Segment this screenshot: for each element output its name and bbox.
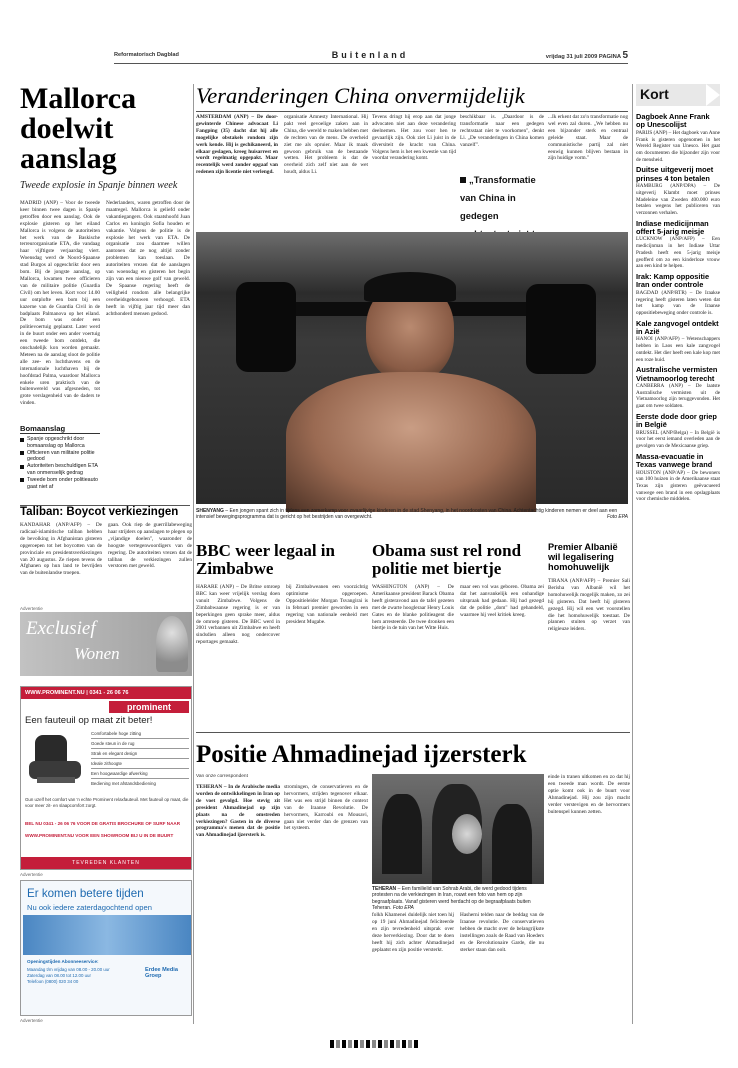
mallorca-col1 bbox=[20, 200, 100, 424]
hours-line: Telefoon (0800) 020 34 00 bbox=[27, 979, 79, 984]
kort-item bbox=[636, 320, 720, 364]
kort-item bbox=[636, 413, 720, 450]
hours-line: Zaterdag van 08.00 tot 12.00 uur bbox=[27, 973, 91, 978]
kort-item-head: Irak: Kamp oppositie Iran onder controle bbox=[636, 271, 710, 290]
bbc-col2 bbox=[286, 584, 368, 728]
erdee-title: Er komen betere tijden bbox=[27, 887, 144, 900]
china-headline: Veranderingen China onvermijdelijk bbox=[196, 83, 525, 108]
ahmadinejad-headline: Positie Ahmadinejad ijzersterk bbox=[196, 741, 527, 768]
bomaanslag-item: Officieren van militaire politie gedood bbox=[20, 450, 100, 464]
bbc-col1 bbox=[196, 584, 280, 728]
bomaanslag-list bbox=[20, 436, 100, 490]
registration-marks bbox=[330, 1040, 420, 1048]
photo-teheran bbox=[372, 774, 544, 884]
kort-item-head: Massa-evacuatie in Texas vanwege brand bbox=[636, 451, 713, 470]
ahmadinejad-body3: folkh Khamenei duidelijk niet toen hij op 19 juni Ahmadinejad feliciteerde en zijn tevredenheid uitsprak over deze herverkiezing. Door dat te doen heeft hij zich achter Ahmadinejad geplaatst en zijn positie versterkt. bbox=[372, 912, 454, 953]
kort-item-head: Duitse uitgeverij moet prinses 4 ton betalen bbox=[636, 165, 714, 183]
ahmadinejad-col2 bbox=[284, 784, 368, 1024]
boy-body bbox=[286, 372, 536, 512]
feature-item: Goede steun in de rug bbox=[91, 739, 189, 749]
weight-plate-right bbox=[526, 284, 596, 374]
flowers bbox=[452, 814, 482, 854]
prominent-brand: prominent bbox=[109, 701, 189, 713]
china-body2: organisatie Amnesty International. Hij pakt veel gevoelige zaken aan in China, die wereld te maken hebben met de rechten van de mens. De overheid ziet me als opruier. Maar ik maak gewoon gebruik van de bestaande wetten. Het probleem is dat de overheid zich zelf niet aan de wet houdt, aldus Li. bbox=[284, 114, 368, 176]
kort-sidebar bbox=[636, 84, 720, 1024]
taliban-headline: Taliban: Boycot verkiezingen bbox=[20, 506, 179, 518]
bbc-body2: bij Zimbabweanen een voorzichtig optimisme opgeroepen. Oppositieleider Morgan Tsvangirai is in februari premier geworden in een regering van nationale eenheid met president Mugabe. bbox=[286, 584, 368, 625]
bomaanslag-item: Autoriteiten beschuldigen ETA van onmenselijk gedrag bbox=[20, 463, 100, 477]
prominent-tagline: Een fauteuil op maat zit beter! bbox=[25, 715, 153, 726]
kort-list bbox=[636, 106, 720, 503]
bbc-headline: BBC weer legaal in Zimbabwe bbox=[196, 541, 335, 578]
china-col5 bbox=[548, 114, 628, 208]
feature-item: Ideale zithoogte bbox=[91, 759, 189, 769]
teheran-credit: Foto EPA bbox=[392, 905, 414, 912]
ahmadinejad-col4 bbox=[460, 912, 544, 1024]
china-col4 bbox=[460, 114, 544, 168]
section-title: Buitenland bbox=[331, 50, 409, 60]
china-col1 bbox=[196, 114, 278, 208]
kort-item-body: PARIJS (ANP) – Het dagboek van Anne Frank is gisteren opgenomen in het Wereld Register van Unesco. Het gaat om documenten die bijzonder zijn voor de mensheid. bbox=[636, 129, 720, 163]
bomaanslag-item: Tweede bom onder politieauto gaat niet af bbox=[20, 477, 100, 491]
page-number: 5 bbox=[622, 50, 628, 61]
kort-item-head: Indiase medicijnman offert 5-jarig meisje bbox=[636, 218, 709, 237]
caption-text: – Een jongen spant zich in tijdens een zomerkamp voor zwaarlijvige kinderen in de stad Shenyang, in het noordoosten van China. Achtentachtig kinderen nemen er deel aan een intensief bewegingsprogramma dat is gericht op het bestrijden van overgewicht. bbox=[196, 508, 618, 521]
kort-item-head: Dagboek Anne Frank op Unescolijst bbox=[636, 112, 710, 130]
kort-item-body: HANOI (ANP/AFP) – Wetenschappers hebben in Laos een kale zangvogel ontdekt. Het dier heeft een kale kop met een roze huid. bbox=[636, 336, 720, 363]
caption-credit: Foto EPA bbox=[606, 514, 628, 521]
ahmadinejad-col1 bbox=[196, 784, 280, 1024]
kort-title: Kort bbox=[640, 86, 669, 102]
ahmadinejad-body5: einde in tranen uitkomen en zo dat hij een tweede man wordt. De eerste optie komt ook in de buurt voor Ahmadinejad. Hij zou zijn macht verder verstevigen en de hervormers buitenspel kunnen zetten. bbox=[548, 774, 630, 815]
prominent-bottom: TEVREDEN KLANTEN bbox=[21, 857, 191, 869]
china-pullquote: „Transformatie van China in gedegen bbox=[460, 174, 536, 221]
photo-caption bbox=[196, 508, 628, 528]
boy-hair bbox=[364, 272, 456, 302]
ad-label-exclusief: Advertentie bbox=[20, 606, 43, 611]
ahmadinejad-col3 bbox=[372, 912, 454, 1024]
kort-item-head: Kale zangvogel ontdekt in Azië bbox=[636, 318, 719, 337]
kort-item-body: BAGDAD (ANP/RTR) – De Iraakse regering heeft gisteren laten weten dat het kamp van de Iraanse oppositiebeweging onder controle is. bbox=[636, 289, 720, 316]
taliban-col2 bbox=[108, 522, 192, 602]
kort-item bbox=[636, 166, 720, 216]
ahmadinejad-byline: Van onze correspondent bbox=[196, 774, 248, 779]
caption-label: SHENYANG bbox=[196, 508, 224, 514]
china-body5: ...Ik erkent dat zo'n transformatie nog wel even zal duren. „We hebben nu een bijzonder sterk en centraal geleide staat. Maar de communistische partij zal niet eeuwig kunnen blijven bestaan in zijn huidige vorm." bbox=[548, 114, 628, 162]
ahmadinejad-body2: stromingen, de conservatieven en de hervormers, strijden tegenover elkaar. Het was een strijd binnen de context van de Iraanse Revolutie. De hervormers, Karroubi en Mousavi, gaan niet verder dan de grenzen van het systeem. bbox=[284, 784, 368, 832]
feature-item: Strak en elegant design bbox=[91, 749, 189, 759]
ad-label-erdee: Advertentie bbox=[20, 1018, 43, 1023]
bbc-body1: HARARE (ANP) – De Britse omroep BBC kan weer vrijelijk verslag doen vanuit Zimbabwe. Volgens de Zimbabwaanse regering is er van beperkingen geen sprake meer, aldus de omroep gisteren. De BBC werd in 2001 verbannen uit Zimbabwe en heeft sindsdien alleen nog ondercover reportages gemaakt. bbox=[196, 584, 280, 646]
prominent-features bbox=[91, 729, 189, 788]
bomaanslag-item: Spanje opgeschrikt door bomaanslag op Mallorca bbox=[20, 436, 100, 450]
kort-item-head: Eerste dode door griep in België bbox=[636, 411, 717, 430]
obama-headline: Obama sust rel rond politie met biertje bbox=[372, 541, 522, 578]
ad-prominent[interactable] bbox=[20, 686, 192, 870]
china-body4: beschikbaar is. „Daardoor is de transformatie naar een gedegen rechtsstaat niet te voorkomen", denkt Li. „De veranderingen in China komen vanzelf". bbox=[460, 114, 544, 148]
taliban-body1: KANDAHAR (ANP/AFP) – De radicaal-islamitische taliban hebben de bevolking in Afghanistan gisteren opgeroepen tot het boycotten van de provinciale en presidentsverkiezingen van 20 augustus. Ze riepen tevens de Afghanen op hun land te bevrijden van de buitenlandse troepen. bbox=[20, 522, 102, 577]
header-right bbox=[524, 50, 628, 61]
mallorca-subhead: Tweede explosie in Spanje binnen week bbox=[20, 180, 178, 191]
albania-headline: Premier Albanië wil legalisering homohuwelijk bbox=[548, 542, 618, 573]
taliban-body2: gaan. Ook riep de guerrillabeweging haar strijders op aanslagen te plegen op „vijandige doelen", waaronder de hoogste vertegenwoordigers van de regering. De autoriteiten vrezen dat de taliban de verkiezingen zullen verstoren met geweld. bbox=[108, 522, 192, 570]
kort-item-body: HOUSTON (ANP/AP) – De bewoners van 100 huizen in de Amerikaanse staat Texas zijn gisteren geëvacueerd vanwege een brand in een opslagplaats voor chemische middelen. bbox=[636, 469, 720, 503]
prominent-call: BEL NU 0341 - 26 06 76 VOOR DE GRATIS BROCHURE OF SURF NAAR bbox=[25, 821, 181, 826]
erdee-subtitle: Nu ook iedere zaterdagochtend open bbox=[27, 903, 152, 912]
kort-item bbox=[636, 273, 720, 317]
chair-image bbox=[27, 731, 87, 787]
erdee-brand: Erdee Media Groep bbox=[145, 967, 178, 979]
weight-plate-left bbox=[236, 282, 296, 372]
header-left: Reformatorisch Dagblad bbox=[114, 52, 179, 58]
feature-item: Bediening met afstandsbediening bbox=[91, 781, 156, 786]
china-body3: Tevens dringt hij erop aan dat jonge advocaten niet aan deze verandering deelnemen. Het zou voor hen te gevaarlijk zijn. Ook ziet Li juist in de diversiteit de kracht van China. Volgens hem is het een kwestie van tijd voordat verandering komt. bbox=[372, 114, 456, 162]
ad-exclusief[interactable] bbox=[20, 612, 192, 676]
ad-label-prominent: Advertentie bbox=[20, 872, 43, 877]
china-col3 bbox=[372, 114, 456, 208]
kort-item bbox=[636, 113, 720, 163]
hours-line: Maandag t/m vrijdag van 08.00 - 20.00 uur bbox=[27, 967, 110, 972]
china-col2 bbox=[284, 114, 368, 208]
albania-body1: TIRANA (ANP/AFP) – Premier Sali Berisha van Albanië wil het homohuwelijk mogelijk maken, zo zei hij gisteren. Dat heeft hij gisteren gezegd. Hij wil een wet voorstellen die het homohuwelijk toestaat. De plannen stuiten op verzet van religieuze leiders. bbox=[548, 578, 630, 633]
albania-col1 bbox=[548, 578, 630, 728]
exclusief-title: Exclusief bbox=[26, 618, 96, 639]
kort-item-body: HAMBURG (ANP/DPA) – De uitgeverij Klambt moet prinses Madeleine van Zweden 400.000 euro betalen wegens het publiceren van verzonnen verhalen. bbox=[636, 183, 720, 216]
ad-erdee[interactable] bbox=[20, 880, 192, 1016]
flower-icon bbox=[156, 616, 188, 672]
feature-item: Comfortabele hoge zitting bbox=[91, 729, 189, 739]
prominent-phone-bar: WWW.PROMINENT.NU | 0341 - 26 06 76 bbox=[21, 687, 191, 699]
header-date: vrijdag 31 juli 2009 PAGINA bbox=[545, 54, 621, 60]
obama-col2 bbox=[460, 584, 544, 728]
kort-item bbox=[636, 453, 720, 503]
kort-item-body: LUCKNOW (ANP/AFP) – Een medicijnman in het Indiase Uttar Pradesh heeft een 5-jarig meisje geofferd om zo een kinderloze vrouw aan een kind te helpen. bbox=[636, 236, 720, 270]
erdee-hours bbox=[27, 967, 143, 985]
pullquote-square bbox=[460, 177, 466, 183]
ahmadinejad-body4: Hasherni telden naar de beddag van de Iraanse revolutie. De conservatieven hebben de macht over de belangrijkste instellingen zoals de Raad van Hoeders en de Revolutionaire Garde, die nu sterker staan dan ooit. bbox=[460, 912, 544, 953]
mallorca-body2: Nederlanders, waren getroffen door de maatregel. Mallorca is geliefd onder vakantiegangers. Ook staatshoofd Juan Carlos en koningin Sofia houden er vakantie. Volgens de politie is de explosie het werk van ETA. De organisatie zou daarmee willen aantonen dat ze nog altijd zonder problemen kan toeslaan. De autoriteiten vrezen dat de aanslagen van woensdag en gisteren het begin zijn van een nieuwe golf van geweld. De Spaanse regering heeft de veiligheid rondom alle belangrijke overheidsgebouwen verhoogd. ETA heeft in vijftig jaar tijd meer dan achthonderd mensen gedood. bbox=[106, 200, 190, 317]
prominent-url[interactable]: WWW.PROMINENT.NU VOOR EEN SHOWROOM BIJ U IN DE BUURT bbox=[25, 833, 174, 838]
feature-item: Een hoogwaardige afwerking bbox=[91, 769, 189, 779]
photo-shenyang bbox=[196, 232, 628, 504]
bomaanslag-box bbox=[20, 424, 100, 508]
kort-item bbox=[636, 220, 720, 270]
mallorca-headline: Mallorca doelwit aanslag bbox=[20, 82, 137, 175]
kort-item-body: CANBERRA (ANP) – De laatste Australische vermisten uit de Vietnamoorlog zijn teruggevonden. Het gaat om twee soldaten. bbox=[636, 383, 720, 410]
obama-body1: WASHINGTON (ANP) – De Amerikaanse president Barack Obama heeft gisteravond aan de tafel gezeten met de zwarte hoogleraar Henry Louis Gates en de blanke politieagent die hem arresteerde. De twee dronken een biertje in de tuin van het Witte Huis. bbox=[372, 584, 454, 632]
exclusief-subtitle: Wonen bbox=[74, 644, 120, 663]
erdee-hours-title: Openingstijden Abonneeservice: bbox=[27, 959, 99, 964]
taliban-col1 bbox=[20, 522, 102, 602]
ahmadinejad-col5 bbox=[548, 774, 630, 1024]
ahmadinejad-body1: TEHERAN – In de Arabische media worden de ontwikkelingen in Iran op de voet gevolgd. Hoe stevig zit president Ahmadinejad op zijn plaats na de omstreden verkiezingen? Gasten in de diverse programma's menen dat de positie van Ahmadinejad ijzersterk is. bbox=[196, 784, 280, 839]
obama-body2: maar een vol was geboren. Obama zei dat het aanvankelijk een onhandige uitspraak had gedaan. Hij had gezegd dat de politie „dom" had gehandeld, waarmee hij veel kritiek kreeg. bbox=[460, 584, 544, 618]
kort-title-bar bbox=[636, 84, 720, 106]
bomaanslag-title: Bomaanslag bbox=[20, 424, 100, 434]
teheran-caption-label: TEHERAN bbox=[372, 886, 397, 892]
clock-image bbox=[23, 915, 191, 955]
teheran-caption bbox=[372, 886, 544, 912]
kort-item-body: BRUSSEL (ANP/Belga) – In België is voor het eerst iemand overleden aan de gevolgen van de Mexicaanse griep. bbox=[636, 429, 720, 450]
obama-col1 bbox=[372, 584, 454, 728]
mallorca-body1: MADRID (ANP) – Voor de tweede keer binnen twee dagen is Spanje getroffen door een aanslag. Ook de explosie gisteren op het eiland Mallorca is volgens de autoriteiten het werk van de Baskische terreurorganisatie ETA, die vandaag haar vijftigste verjaardag viert. Woensdag werd de Noord-Spaanse stad Burgos al opgeschrikt door een bom. Bij de jongste aanslag, op Mallorca, kwamen twee officieren van de militaire politie (Guardia Civil) om het leven. Kort voor 14.00 uur ontplofte een bom bij een kazerne van de Guardia Civil in de badplaats Palmanova op het eiland. De bom was onder een politievoertuig geplaatst. Later werd in de buurt onder een ander voertuig een tweede bom ontdekt, die onschadelijk kon worden gemaakt. Meteen na de aanslag sloot de politie alle zee- en luchthavens en de internationale luchthaven bij de hoofdstad Palma, waardoor Mallorca enkele uren praktisch van de buitenwereld was afgesneden, tot grote verslagenheid van de daders te vinden. bbox=[20, 200, 100, 407]
prominent-body: Gun uzelf het comfort van 'n echte Prominent relaxfauteuil. Met fauteuil op maat, die voor meer zit- en slaapcomfort zorgt. bbox=[25, 797, 189, 808]
kort-arrow-icon bbox=[706, 84, 720, 106]
teheran-caption-text: – Een familielid van Sohrab Arabi, die werd gedood tijdens protesten na de verkiezingen in Iran, rouwt een foto van hem op zijn begraafplaats. Vanaf gisteren werd herdacht op de begraafplaats buiten Teheran. bbox=[372, 886, 531, 912]
china-body1: AMSTERDAM (ANP) – De door-gewinterde Chinese advocaat Li Fangping (35) dacht dat hij alle mogelijke obstakels rondom zijn werk kende. Hij is gechikaneerd, in elkaar geslagen, kreeg huisarrest en wordt regelmatig opgepakt. Maar recentelijk werd zonder opgaaf van redenen zijn licentie niet verlengd. bbox=[196, 114, 278, 176]
kort-item-head: Australische vermisten Vietnamoorlog terecht bbox=[636, 365, 718, 383]
kort-item bbox=[636, 366, 720, 410]
